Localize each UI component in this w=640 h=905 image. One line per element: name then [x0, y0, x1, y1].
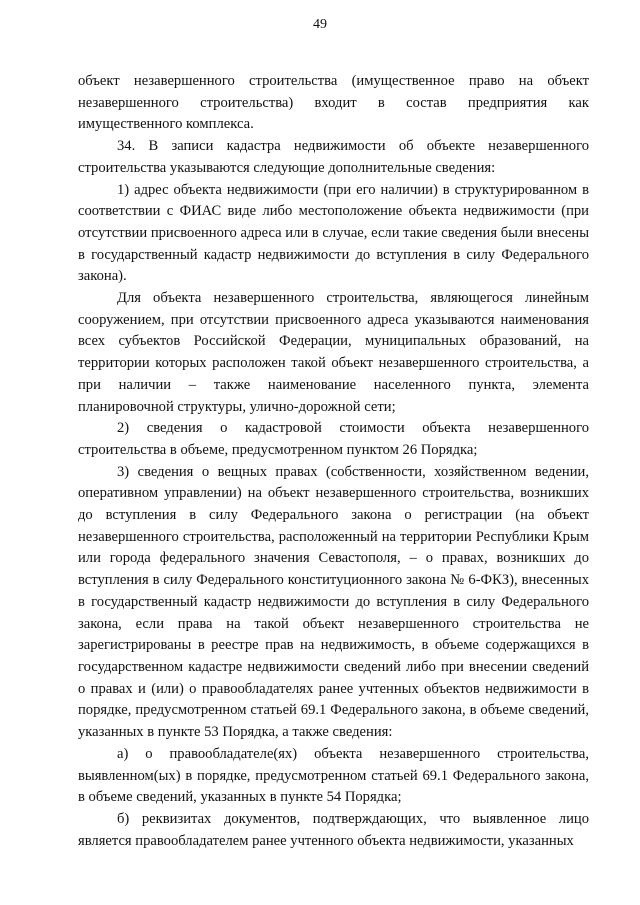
paragraph-subitem-1: 1) адрес объекта недвижимости (при его наличии) в структурированном в соответствии с ФИАС виде либо местоположение объекта недвижимости (при отсутствии присвоенного адреса или в случае, если такие сведения были внесены в государственный кадастр недвижимости до вступления в силу Федерального закона).	[78, 181, 589, 285]
paragraph-continuation: объект незавершенного строительства (имущественное право на объект незавершенного строительства) входит в состав предприятия как имущественного комплекса.	[78, 73, 589, 133]
paragraph-subitem-2: 2) сведения о кадастровой стоимости объекта незавершенного строительства в объеме, предусмотренном пунктом 26 Порядка;	[78, 420, 589, 458]
page-number: 49	[313, 17, 327, 32]
document-body	[78, 71, 589, 852]
paragraph-subitem-a: а) о правообладателе(ях) объекта незавершенного строительства, выявленном(ых) в порядке, предусмотренном статьей 69.1 Федерального закона, в объеме сведений, указанных в пункте 54 Порядка;	[78, 745, 589, 806]
paragraph-linear-object: Для объекта незавершенного строительства, являющегося линейным сооружением, при отсутствии присвоенного адреса указываются наименования всех субъектов Российской Федерации, муниципальных образований, на территории которых расположен такой объект незавершенного строительства, а при наличии – также наименование населенного пункта, элемента планировочной структуры, улично-дорожной сети;	[78, 290, 589, 415]
paragraph-subitem-3: 3) сведения о вещных правах (собственности, хозяйственном ведении, оперативном управлении) на объект незавершенного строительства, возникших до вступления в силу Федерального закона о регистрации (на объект незавершенного строительства, расположенный на территории Республики Крым или города федерального значения Севастополя, – о правах, возникших до вступления в силу Федерального конституционного закона № 6-ФКЗ), внесенных в государственный кадастр недвижимости до вступления в силу Федерального закона, если права на такой объект незавершенного строительства не зарегистрированы в реестре прав на недвижимость, в объеме содержащихся в государственном кадастре недвижимости сведений либо при внесении сведений о правах и (или) о правообладателях ранее учтенных объектов недвижимости в порядке, предусмотренном статьей 69.1 Федерального закона, в объеме сведений, указанных в пункте 53 Порядка, а также сведения:	[78, 463, 589, 741]
paragraph-subitem-b: б) реквизитах документов, подтверждающих, что выявленное лицо является правообладателем ранее учтенного объекта недвижимости, указанных	[78, 810, 589, 849]
paragraph-item-34: 34. В записи кадастра недвижимости об объекте незавершенного строительства указываются следующие дополнительные сведения:	[78, 138, 589, 176]
